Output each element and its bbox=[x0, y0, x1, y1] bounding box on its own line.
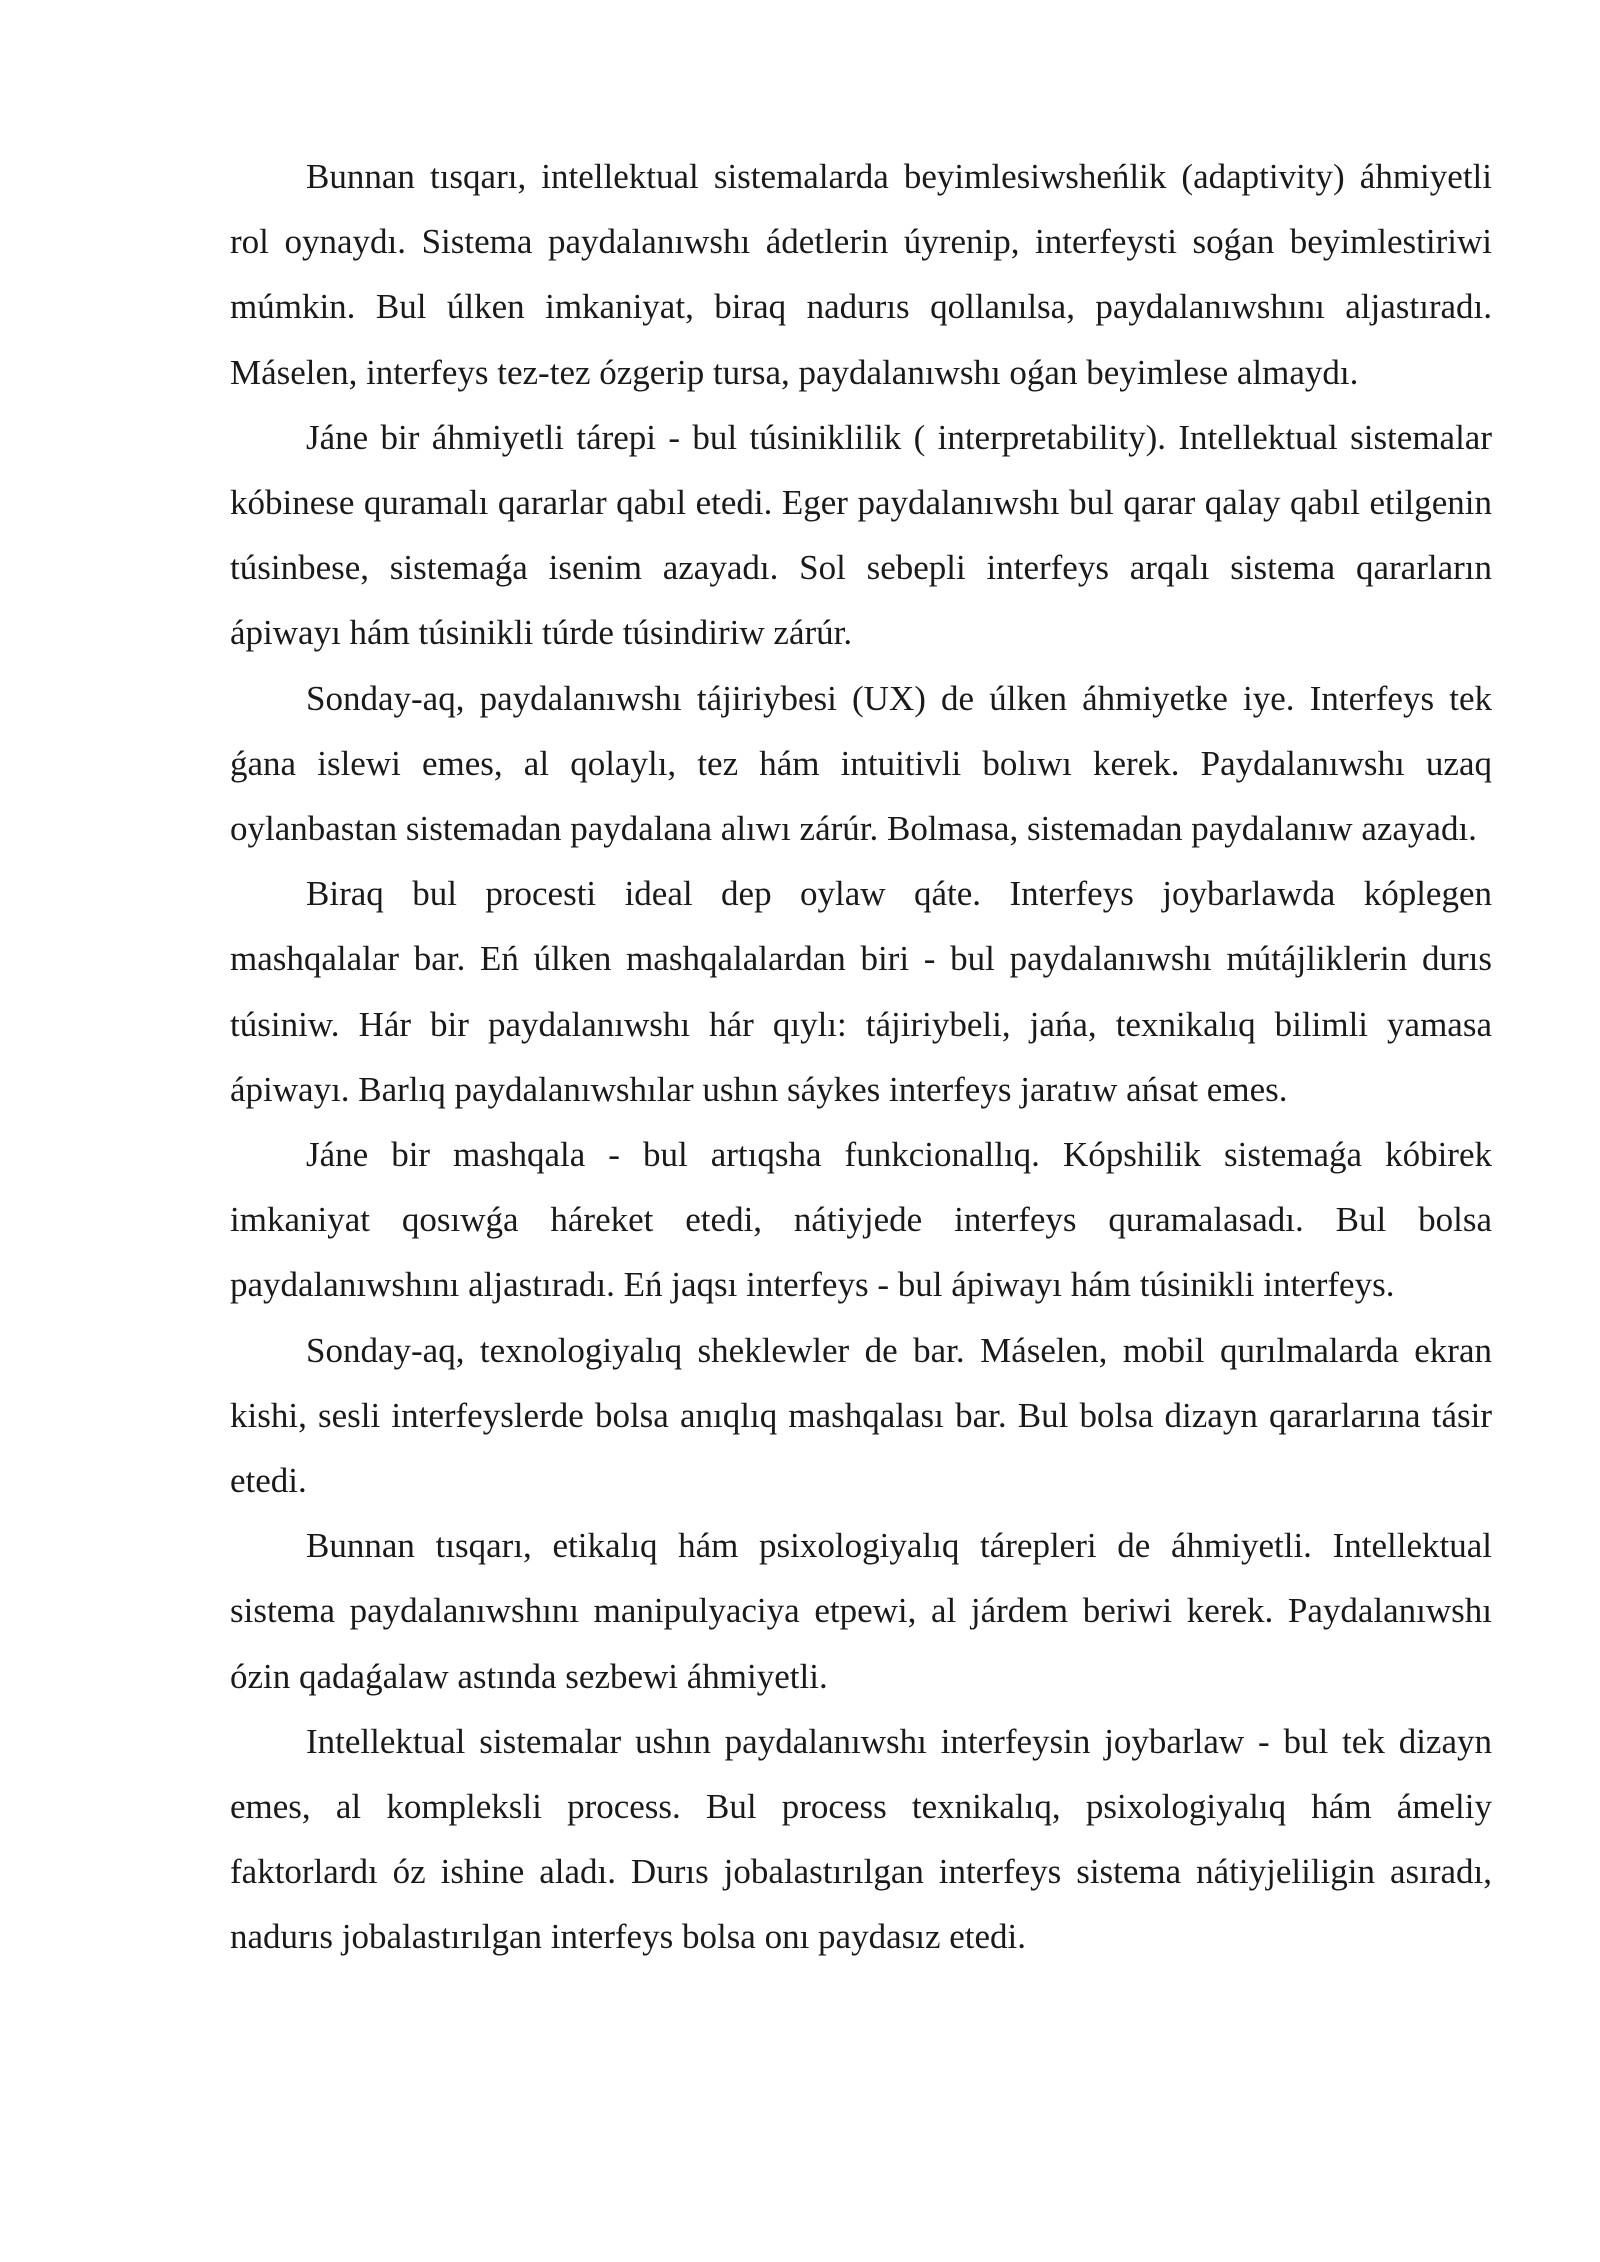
paragraph-design-problems: Biraq bul procesti ideal dep oylaw qáte. Interfeys joybarlawda kóplegen mashqalalar bar. Eń úlken mashqalalardan biri - bul paydalanıwshı mútájliklerin durıs túsiniw. Hár bir paydalanıwshı hár qıylı: tájiriybeli, jańa, texnikalıq bilimli yamasa ápiwayı. Barlıq paydalanıwshılar ushın sáykes interfeys jaratıw ańsat emes. bbox=[230, 874, 1492, 1109]
paragraph-interpretability: Jáne bir áhmiyetli tárepi - bul túsiniklilik ( interpretability). Intellektual sistemalar kóbinese quramalı qararlar qabıl etedi. Eger paydalanıwshı bul qarar qalay qabıl etilgenin túsinbese, sistemaǵa isenim azayadı. Sol sebepli interfeys arqalı sistema qararların ápiwayı hám túsinikli túrde túsindiriw zárúr. bbox=[230, 417, 1492, 653]
paragraph-adaptivity: Bunnan tısqarı, intellektual sistemalarda beyimlesiwsheńlik (adaptivity) áhmiyetli rol oynaydı. Sistema paydalanıwshı ádetlerin úyrenip, interfeysti soǵan beyimlestiriwi múmkin. Bul úlken imkaniyat, biraq nadurıs qollanılsa, paydalanıwshını aljastıradı. Máselen, interfeys tez-tez ózgerip tursa, paydalanıwshı oǵan beyimlese almaydı. bbox=[230, 157, 1492, 392]
paragraph-conclusion: Intellektual sistemalar ushın paydalanıwshı interfeysin joybarlaw - bul tek dizayn emes, al kompleksli process. Bul process texnikalıq, psixologiyalıq hám ámeliy faktorlardı óz ishine aladı. Durıs jobalastırılgan interfeys sistema nátiyjeliligin asıradı, nadurıs jobalastırılgan interfeys bolsa onı paydasız etedi. bbox=[230, 1721, 1492, 1957]
paragraph-technological-limits: Sonday-aq, texnologiyalıq sheklewler de bar. Máselen, mobil qurılmalarda ekran kishi, sesli interfeyslerde bolsa anıqlıq mashqalası bar. Bul bolsa dizayn qararlarına tásir etedi. bbox=[230, 1330, 1492, 1501]
paragraph-excess-functionality: Jáne bir mashqala - bul artıqsha funkcionallıq. Kópshilik sistemaǵa kóbirek imkaniyat qosıwǵa háreket etedi, nátiyjede interfeys quramalasadı. Bul bolsa paydalanıwshını aljastıradı. Eń jaqsı interfeys - bul ápiwayı hám túsinikli interfeys. bbox=[230, 1135, 1492, 1305]
paragraph-ethics-psychology: Bunnan tısqarı, etikalıq hám psixologiyalıq tárepleri de áhmiyetli. Intellektual sistema paydalanıwshını manipulyaciya etpewi, al járdem beriwi kerek. Paydalanıwshı ózin qadaǵalaw astında sezbewi áhmiyetli. bbox=[230, 1526, 1492, 1696]
paragraph-user-experience: Sonday-aq, paydalanıwshı tájiriybesi (UX) de úlken áhmiyetke iye. Interfeys tek ǵana islewi emes, al qolaylı, tez hám intuitivli bolıwı kerek. Paydalanıwshı uzaq oylanbastan sistemadan paydalana alıwı zárúr. Bolmasa, sistemadan paydalanıw azayadı. bbox=[230, 678, 1492, 849]
document-body bbox=[230, 144, 1492, 1970]
